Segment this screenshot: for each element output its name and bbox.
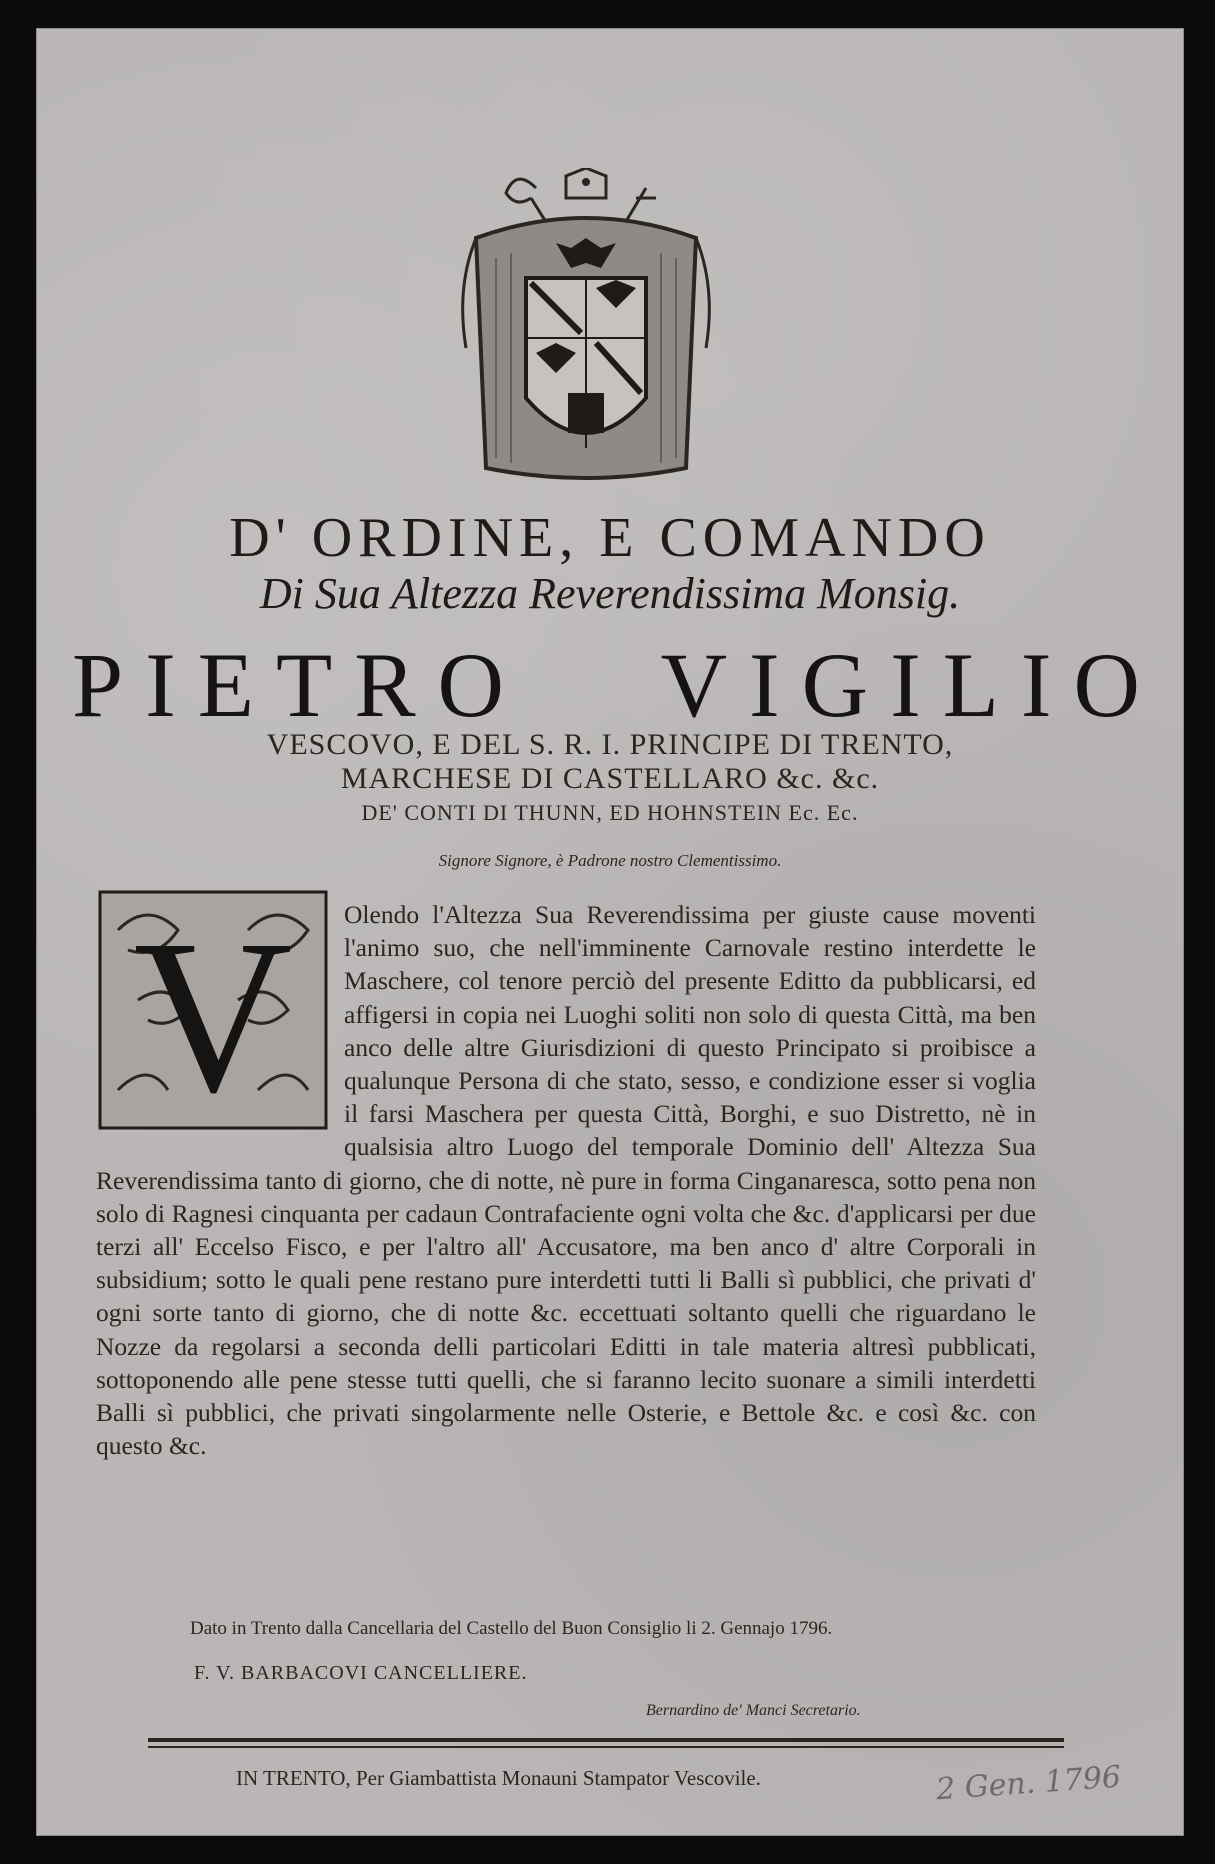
date-line: Dato in Trento dalla Cancellaria del Castello del Buon Consiglio li 2. Gennajo 1796. bbox=[190, 1618, 833, 1639]
edict-sheet bbox=[36, 28, 1184, 1836]
chancellor-signature: F. V. BARBACOVI CANCELLIERE. bbox=[194, 1662, 528, 1684]
heading-family: DE' CONTI DI THUNN, ED HOHNSTEIN Ec. Ec. bbox=[361, 800, 859, 825]
coat-of-arms-icon bbox=[456, 168, 716, 508]
name-first: PIETRO bbox=[72, 634, 526, 736]
printer-imprint: IN TRENTO, Per Giambattista Monauni Stampator Vescovile. bbox=[236, 1766, 761, 1790]
edict-body bbox=[96, 898, 1036, 1462]
heading-name bbox=[72, 632, 1162, 738]
secretary-signature: Bernardino de' Manci Secretario. bbox=[646, 1702, 861, 1719]
initial-letter: V bbox=[133, 894, 293, 1130]
edict-body-text: Olendo l'Altezza Sua Reverendissima per giuste cause moventi l'animo suo, che nell'imminente Carnovale restino interdette le Maschere, col tenore perciò del presente Editto da pubblicarsi, ed affigersi in copia nei Luoghi soliti non solo di questa Città, ma ben anco delle altre Giurisdizioni di questo Principato si proibisce a qualunque Persona di che stato, sesso, e condizione esser si voglia il farsi Maschera per questa Città, Borghi, e suo Distretto, nè in qualsisia altro Luogo del temporale Dominio dell' Altezza Sua Reverendissima tanto di giorno, che di notte, nè pure in forma Cinganaresca, sotto pena non solo di Ragnesi cinquanta per cadaun Contrafaciente ogni volta che &c. d'applicarsi per due terzi all' Eccelso Fisco, e per l'altro all' Accusatore, ma ben anco d' altre Corporali in subsidium; sotto le quali pene restano pure interdetti tutti li Balli sì pubblici, che privati d' ogni sorte tanto di giorno, che di notte &c. eccettuati soltanto quelli che riguardano le Nozze da regolarsi a seconda delli particolari Editti in tale materia altresì pubblicati, sottoponendo alle pene stesse tutti quelli, che si faranno lecito suonare a simili interdetti Balli sì pubblici, che privati singolarmente nelle Osterie, e Bettole &c. e così &c. con questo &c. bbox=[96, 900, 1036, 1461]
heading-order: D' ORDINE, E COMANDO bbox=[229, 507, 991, 569]
divider-thin bbox=[148, 1746, 1064, 1748]
heading-salutation: Signore Signore, è Padrone nostro Clementissimo. bbox=[438, 851, 782, 870]
heading-subtitle: Di Sua Altezza Reverendissima Monsig. bbox=[259, 569, 961, 618]
divider-thick bbox=[148, 1738, 1064, 1742]
heading-titles bbox=[36, 728, 1184, 796]
handwritten-date: 2 Gen. 1796 bbox=[935, 1759, 1123, 1808]
titles-line2: MARCHESE DI CASTELLARO &c. &c. bbox=[340, 762, 880, 795]
titles-line1: VESCOVO, E DEL S. R. I. PRINCIPE DI TRENTO, bbox=[266, 728, 954, 761]
name-last: VIGILIO bbox=[660, 634, 1162, 736]
